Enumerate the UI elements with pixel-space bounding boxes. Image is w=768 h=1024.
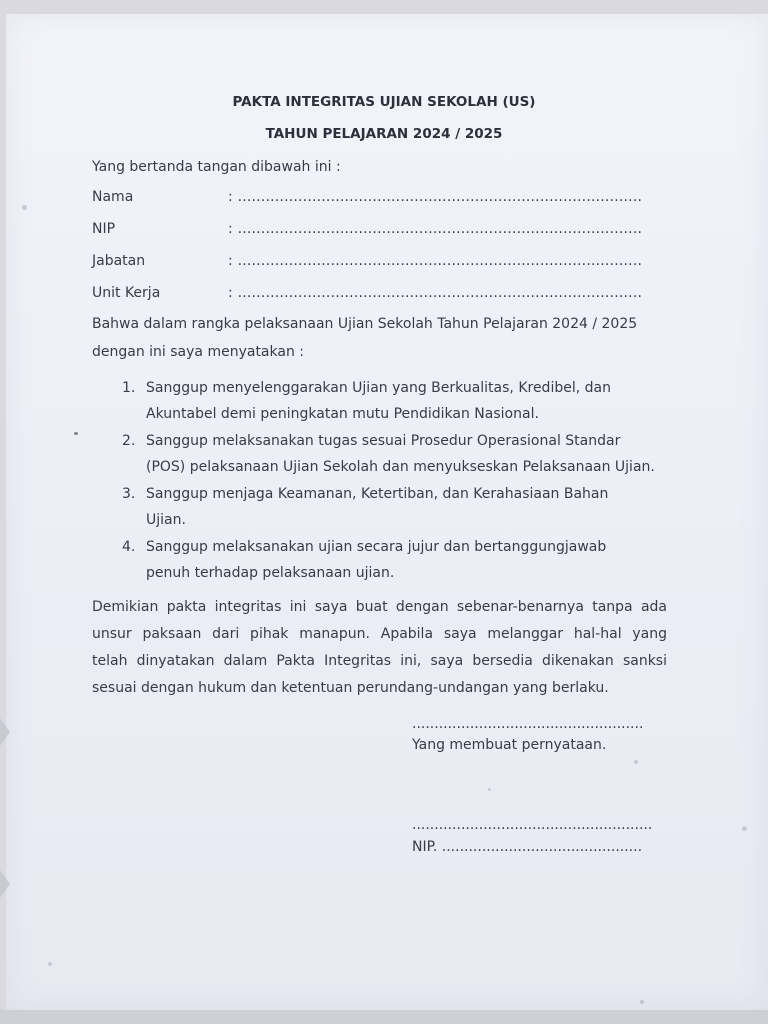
closing-line: telah dinyatakan dalam Pakta Integritas ini, saya bersedia dikenakan sanksi (92, 653, 667, 669)
intro-text: Yang bertanda tangan dibawah ini : (92, 159, 341, 175)
list-item-number: 3. (122, 486, 136, 502)
signature-maker-label: Yang membuat pernyataan. (412, 737, 607, 753)
document-title: PAKTA INTEGRITAS UJIAN SEKOLAH (US) (232, 94, 536, 110)
field-fill-nama: : ....................................................................................... (228, 189, 643, 205)
list-item-line: Sanggup melaksanakan tugas sesuai Prosedur Operasional Standar (146, 433, 621, 449)
field-fill-jabatan: : ....................................................................................... (228, 253, 643, 269)
list-item-line: Ujian. (146, 512, 186, 528)
field-fill-nip: : ....................................................................................... (228, 221, 643, 237)
closing-line: unsur paksaan dari pihak manapun. Apabila saya melanggar hal-hal yang (92, 626, 667, 642)
scan-speck (488, 788, 491, 791)
field-label-nama: Nama (92, 189, 134, 205)
scan-speck (640, 1000, 644, 1004)
list-item-line: penuh terhadap pelaksanaan ujian. (146, 565, 395, 581)
list-item-line: Akuntabel demi peningkatan mutu Pendidikan Nasional. (146, 406, 539, 422)
scan-speck (48, 962, 52, 966)
list-item-line: Sanggup menyelenggarakan Ujian yang Berkualitas, Kredibel, dan (146, 380, 611, 396)
field-label-nip: NIP (92, 221, 116, 237)
document-subtitle: TAHUN PELAJARAN 2024 / 2025 (265, 126, 503, 142)
field-label-unit-kerja: Unit Kerja (92, 285, 161, 301)
signature-place-date: .................................................... (412, 716, 644, 732)
statement-line: dengan ini saya menyatakan : (92, 344, 304, 360)
closing-line: sesuai dengan hukum dan ketentuan perundang-undangan yang berlaku. (92, 680, 609, 696)
page-edge-tear (0, 718, 10, 746)
scan-bottom-edge (0, 1010, 768, 1024)
scan-speck (74, 432, 78, 435)
statement-line: Bahwa dalam rangka pelaksanaan Ujian Sekolah Tahun Pelajaran 2024 / 2025 (92, 316, 638, 332)
scan-speck (634, 760, 638, 764)
list-item-number: 2. (122, 433, 136, 449)
list-item-line: Sanggup menjaga Keamanan, Ketertiban, dan Kerahasiaan Bahan (146, 486, 609, 502)
list-item-number: 4. (122, 539, 136, 555)
page-edge-tear (0, 870, 10, 898)
list-item-number: 1. (122, 380, 136, 396)
field-fill-unit-kerja: : ....................................................................................... (228, 285, 643, 301)
list-item-line: (POS) pelaksanaan Ujian Sekolah dan menyukseskan Pelaksanaan Ujian. (146, 459, 655, 475)
signature-name-line: ...................................................... (412, 817, 653, 833)
field-label-jabatan: Jabatan (92, 253, 146, 269)
scan-speck (742, 826, 747, 831)
closing-line: Demikian pakta integritas ini saya buat dengan sebenar-benarnya tanpa ada (92, 599, 667, 615)
signature-nip-line: NIP. ............................................. (412, 839, 643, 855)
scan-speck (22, 205, 27, 210)
list-item-line: Sanggup melaksanakan ujian secara jujur dan bertanggungjawab (146, 539, 607, 555)
